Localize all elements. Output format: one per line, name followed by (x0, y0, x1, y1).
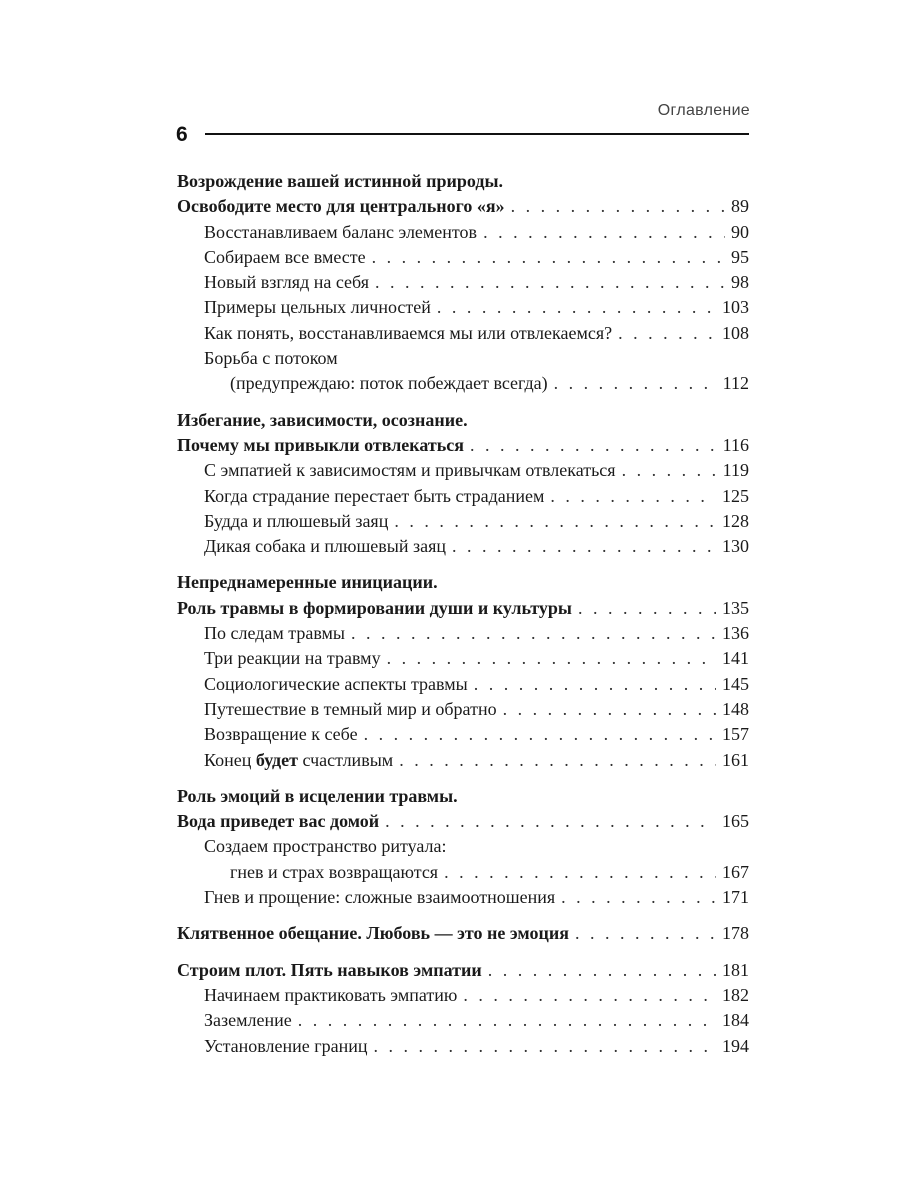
entry-title: Социологические аспекты травмы (204, 673, 468, 694)
entry-page: 181 (722, 959, 749, 980)
dot-leader (511, 194, 725, 219)
toc-entry[interactable] (177, 697, 749, 722)
dot-leader (444, 860, 716, 885)
toc-entry[interactable] (177, 1034, 749, 1059)
dot-leader (374, 1034, 716, 1059)
entry-page: 90 (731, 221, 749, 242)
entry-title: Когда страдание перестает быть страданием (204, 485, 545, 506)
toc-entry-main[interactable] (177, 921, 749, 946)
dot-leader (351, 621, 716, 646)
toc-entry-main[interactable] (177, 194, 749, 219)
dot-leader (463, 983, 716, 1008)
entry-title: гнев и страх возвращаются (230, 861, 439, 882)
entry-page: 148 (722, 698, 749, 719)
entry-title: Строим плот. Пять навыков эмпатии (177, 959, 482, 980)
toc-section (177, 921, 749, 946)
toc-entry-main[interactable] (177, 596, 749, 621)
dot-leader (618, 321, 716, 346)
toc-entry[interactable] (177, 860, 749, 885)
toc-entry[interactable] (177, 270, 749, 295)
toc-entry[interactable] (177, 885, 749, 910)
entry-title-emphasis: будет (255, 749, 298, 770)
toc-entry[interactable] (177, 371, 749, 396)
toc-section (177, 570, 749, 772)
section-heading: Роль эмоций в исцелении травмы. (177, 785, 458, 806)
entry-title: Гнев и прощение: сложные взаимоотношения (204, 887, 556, 908)
entry-page: 136 (722, 623, 749, 644)
entry-page: 165 (722, 811, 749, 832)
dot-leader (503, 697, 716, 722)
dot-leader (561, 885, 716, 910)
dot-leader (298, 1008, 716, 1033)
toc-entry[interactable] (177, 646, 749, 671)
table-of-contents (177, 169, 749, 1070)
entry-title: Вода приведет вас домой (177, 811, 380, 832)
dot-leader (437, 295, 716, 320)
dot-leader (364, 722, 716, 747)
dot-leader (483, 220, 725, 245)
dot-leader (470, 433, 717, 458)
entry-page: 178 (722, 923, 749, 944)
entry-title: Установление границ (204, 1035, 368, 1056)
toc-entry[interactable] (177, 295, 749, 320)
toc-entry-main[interactable] (177, 809, 749, 834)
toc-section (177, 408, 749, 560)
entry-page: 182 (722, 984, 749, 1005)
entry-page: 103 (722, 297, 749, 318)
section-heading: Избегание, зависимости, осознание. (177, 409, 468, 430)
entry-title: Будда и плюшевый заяц (204, 510, 389, 531)
entry-page: 128 (722, 510, 749, 531)
entry-title: Примеры цельных личностей (204, 297, 431, 318)
entry-page: 125 (722, 485, 749, 506)
entry-title: Как понять, восстанавливаемся мы или отвлекаемся? (204, 322, 613, 343)
entry-page: 167 (722, 861, 749, 882)
toc-entry[interactable] (177, 458, 749, 483)
toc-entry[interactable] (177, 509, 749, 534)
toc-entry[interactable] (177, 621, 749, 646)
dot-leader (578, 596, 716, 621)
toc-entry[interactable] (177, 245, 749, 270)
page-number: 6 (176, 123, 188, 146)
entry-title: По следам травмы (204, 623, 346, 644)
entry-page: 171 (722, 887, 749, 908)
entry-title: Путешествие в темный мир и обратно (204, 698, 497, 719)
toc-entry[interactable] (177, 672, 749, 697)
dot-leader (554, 371, 717, 396)
dot-leader (622, 458, 717, 483)
entry-page: 194 (722, 1035, 749, 1056)
toc-entry[interactable] (177, 321, 749, 346)
entry-page: 184 (722, 1010, 749, 1031)
toc-entry[interactable] (177, 220, 749, 245)
entry-page: 161 (722, 749, 749, 770)
running-title: Оглавление (657, 102, 750, 119)
entry-title (204, 748, 393, 773)
dot-leader (575, 921, 716, 946)
toc-section (177, 169, 749, 397)
toc-entry[interactable] (177, 748, 749, 773)
section-heading: Непреднамеренные инициации. (177, 572, 438, 593)
dot-leader (452, 534, 716, 559)
entry-title: Новый взгляд на себя (204, 272, 370, 293)
entry-title: Три реакции на травму (204, 648, 381, 669)
toc-entry[interactable] (177, 534, 749, 559)
entry-title: (предупреждаю: поток побеждает всегда) (230, 373, 548, 394)
entry-page: 112 (722, 373, 749, 394)
toc-section (177, 958, 749, 1059)
header-rule (205, 133, 749, 135)
entry-page: 135 (722, 597, 749, 618)
entry-title: С эмпатией к зависимостям и привычкам отвлекаться (204, 460, 616, 481)
entry-title: Клятвенное обещание. Любовь — это не эмоция (177, 923, 569, 944)
toc-entry-main[interactable] (177, 433, 749, 458)
toc-entry[interactable] (177, 1008, 749, 1033)
dot-leader (372, 245, 725, 270)
entry-page: 98 (731, 272, 749, 293)
entry-page: 95 (731, 246, 749, 267)
entry-title: Собираем все вместе (204, 246, 366, 267)
dot-leader (474, 672, 716, 697)
entry-page: 157 (722, 724, 749, 745)
entry-title: Заземление (204, 1010, 292, 1031)
toc-entry[interactable] (177, 722, 749, 747)
entry-title: Возвращение к себе (204, 724, 358, 745)
entry-page: 145 (722, 673, 749, 694)
entry-page: 108 (722, 322, 749, 343)
dot-leader (387, 646, 716, 671)
dot-leader (394, 509, 716, 534)
entry-page: 116 (722, 434, 749, 455)
entry-title-pre: Конец (204, 749, 256, 770)
entry-title: Восстанавливаем баланс элементов (204, 221, 478, 242)
entry-title: Дикая собака и плюшевый заяц (204, 536, 447, 557)
entry-page: 89 (731, 196, 749, 217)
toc-section (177, 784, 749, 910)
dot-leader (399, 748, 716, 773)
entry-title: Роль травмы в формировании души и культуры (177, 597, 572, 618)
toc-entry[interactable] (177, 983, 749, 1008)
dot-leader (488, 958, 716, 983)
entry-title-post: счастливым (298, 749, 394, 770)
dot-leader (375, 270, 725, 295)
entry-page: 119 (722, 460, 749, 481)
dot-leader (550, 484, 716, 509)
entry-title-line1[interactable]: Создаем пространство ритуала: (204, 836, 447, 857)
dot-leader (385, 809, 716, 834)
entry-title: Освободите место для центрального «я» (177, 196, 505, 217)
entry-title-line1[interactable]: Борьба с потоком (204, 348, 338, 369)
entry-page: 130 (722, 536, 749, 557)
toc-entry-main[interactable] (177, 958, 749, 983)
entry-page: 141 (722, 648, 749, 669)
entry-title: Начинаем практиковать эмпатию (204, 984, 458, 1005)
section-heading: Возрождение вашей истинной природы. (177, 171, 504, 191)
toc-entry[interactable] (177, 484, 749, 509)
entry-title: Почему мы привыкли отвлекаться (177, 434, 465, 455)
